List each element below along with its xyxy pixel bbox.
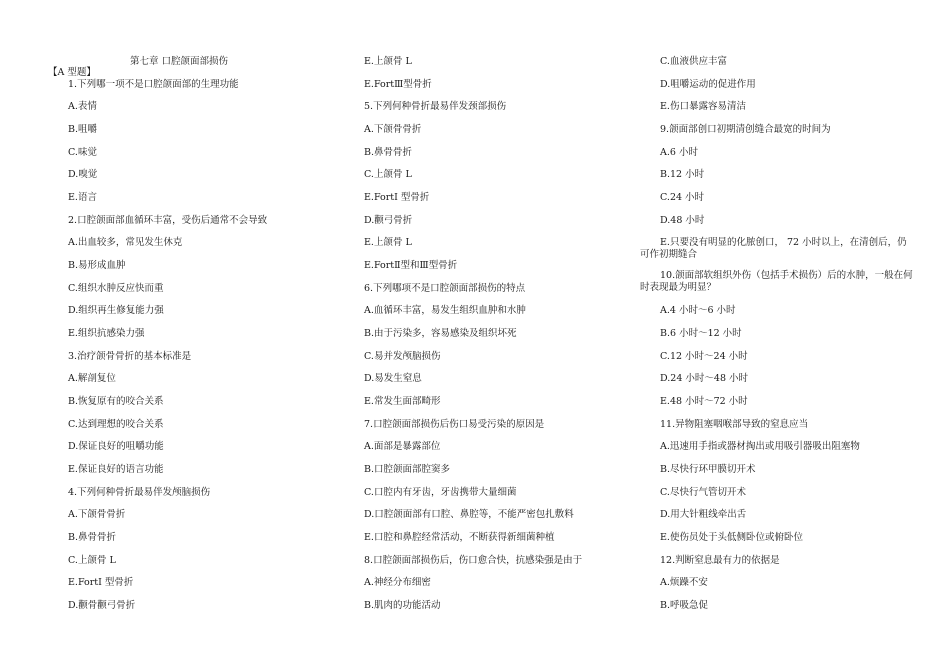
text-line: D.用大针粗线牵出舌 (660, 509, 747, 520)
text-line: E.上颌骨 L (364, 56, 412, 67)
text-line: B.口腔颌面部腔窦多 (364, 464, 451, 475)
text-line: 3.治疗颌骨骨折的基本标准是 (68, 351, 192, 362)
text-line: A.烦躁不安 (660, 577, 708, 588)
text-line: C.味觉 (68, 147, 97, 158)
text-line: A.下颌骨骨折 (364, 124, 422, 135)
text-line: E.使伤员处于头低侧卧位或俯卧位 (660, 532, 803, 543)
text-line: B.咀嚼 (68, 124, 98, 135)
text-line: C.口腔内有牙齿，牙齿携带大量细菌 (364, 487, 517, 498)
text-line: 7.口腔颌面部损伤后伤口易受污染的原因是 (364, 419, 545, 430)
text-line: C.组织水肿反应快而重 (68, 283, 164, 294)
text-line: D.48 小时 (660, 215, 705, 226)
text-line: C.上颌骨 L (68, 555, 116, 566)
text-line: A.4 小时～6 小时 (660, 305, 736, 316)
text-line: B.鼻骨骨折 (364, 147, 413, 158)
text-line: 6.下列哪项不是口腔颌面部损伤的特点 (364, 283, 526, 294)
text-line: B.由于污染多，容易感染及组织坏死 (364, 328, 517, 339)
text-line: C.血液供应丰富 (660, 56, 727, 67)
text-line: 2.口腔颌面部血循环丰富，受伤后通常不会导致 (68, 215, 268, 226)
text-line: E.只要没有明显的化脓创口， 72 小时以上，在清创后，仍可作初期缝合 (640, 237, 907, 260)
text-line: A.血循环丰富，易发生组织血肿和水肿 (364, 305, 526, 316)
text-line: E.FortⅢ型骨折 (364, 79, 432, 90)
text-line: 12.判断窒息最有力的依据是 (660, 555, 780, 566)
text-line: E.口腔和鼻腔经常活动，不断获得新细菌种植 (364, 532, 555, 543)
section-label: 【A 型题】 (48, 67, 96, 78)
text-line: E.48 小时～72 小时 (660, 396, 748, 407)
text-line: 5.下列何种骨折最易伴发颈部损伤 (364, 101, 507, 112)
text-line: 4.下列何种骨折最易伴发颅脑损伤 (68, 487, 211, 498)
text-line: A.迅速用手指或器材掏出或用吸引器吸出阻塞物 (660, 441, 860, 452)
text-line: A.出血较多，常见发生休克 (68, 237, 183, 248)
text-line: C.24 小时 (660, 192, 705, 203)
text-line: A.神经分布细密 (364, 577, 431, 588)
text-line: B.肌肉的功能活动 (364, 600, 441, 611)
text-line: A.解剖复位 (68, 373, 116, 384)
text-line: 10.颌面部软组织外伤（包括手术损伤）后的水肿，一般在何时表现最为明显？ (640, 270, 913, 293)
text-line: E.组织抗感染力强 (68, 328, 145, 339)
text-line: E.语言 (68, 192, 97, 203)
text-line: C.尽快行气管切开术 (660, 487, 746, 498)
text-line: A.面部是暴露部位 (364, 441, 441, 452)
text-line: B.呼吸急促 (660, 600, 709, 611)
text-line: B.12 小时 (660, 169, 705, 180)
text-line: D.24 小时～48 小时 (660, 373, 749, 384)
text-line: D.易发生窒息 (364, 373, 422, 384)
text-line: E.伤口暴露容易清洁 (660, 101, 746, 112)
text-line: B.尽快行环甲膜切开术 (660, 464, 756, 475)
text-line: E.保证良好的语言功能 (68, 464, 164, 475)
text-line: C.12 小时～24 小时 (660, 351, 748, 362)
text-line: C.易并发颅脑损伤 (364, 351, 441, 362)
text-line: E.FortⅡ型和Ⅲ型骨折 (364, 260, 458, 271)
text-line: 8.口腔颌面部损伤后，伤口愈合快，抗感染强是由于 (364, 555, 583, 566)
text-line: E.FortⅠ 型骨折 (364, 192, 430, 203)
text-line: B.恢复原有的咬合关系 (68, 396, 164, 407)
text-line: C.达到理想的咬合关系 (68, 419, 164, 430)
text-line: B.6 小时～12 小时 (660, 328, 742, 339)
text-line: B.鼻骨骨折 (68, 532, 117, 543)
text-line: D.保证良好的咀嚼功能 (68, 441, 164, 452)
chapter-title: 第七章 口腔颌面部损伤 (130, 56, 229, 67)
text-line: D.嗅觉 (68, 169, 98, 180)
text-line: B.易形成血肿 (68, 260, 126, 271)
text-line: E.常发生面部畸形 (364, 396, 441, 407)
text-line: D.咀嚼运动的促进作用 (660, 79, 756, 90)
text-line: A.表情 (68, 101, 97, 112)
text-line: D.颧弓骨折 (364, 215, 413, 226)
text-line: D.口腔颌面部有口腔、鼻腔等，不能严密包扎敷料 (364, 509, 574, 520)
text-line: 9.颌面部创口初期清创缝合最宽的时间为 (660, 124, 831, 135)
text-line: D.组织再生修复能力强 (68, 305, 164, 316)
text-line: 11.异物阻塞咽喉部导致的窒息应当 (660, 419, 809, 430)
text-line: C.上颌骨 L (364, 169, 412, 180)
text-line: A.下颌骨骨折 (68, 509, 126, 520)
text-line: E.FortⅠ 型骨折 (68, 577, 134, 588)
text-line: 1.下列哪一项不是口腔颌面部的生理功能 (68, 79, 239, 90)
text-line: D.颧骨颧弓骨折 (68, 600, 136, 611)
text-line: A.6 小时 (660, 147, 698, 158)
text-line: E.上颌骨 L (364, 237, 412, 248)
